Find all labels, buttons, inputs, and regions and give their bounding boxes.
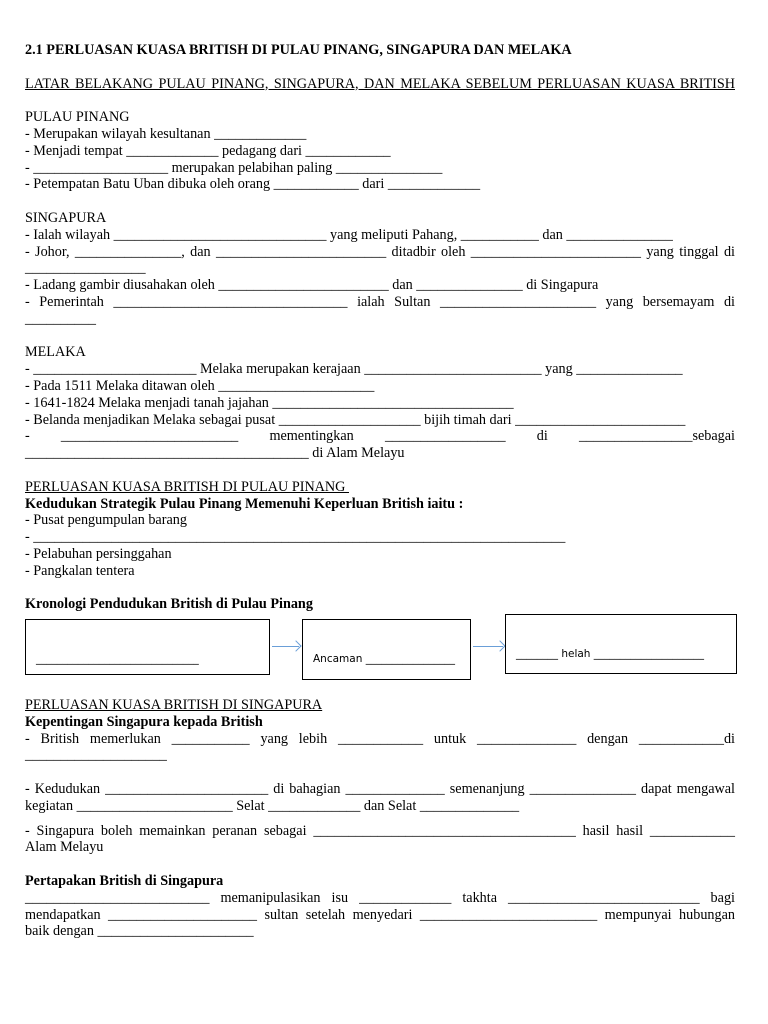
pulau-pinang-line: - Petempatan Batu Uban dibuka oleh orang ____________ dari _____________: [25, 176, 481, 193]
pinang-expansion-line: - Pangkalan tentera: [25, 562, 135, 579]
arrow-icon: [272, 646, 299, 647]
pertapakan-text: __________________________ memanipulasikan isu _____________ takhta ___________________________ bagi mendapatkan _____________________ sultan setelah menyedari _________________________ mempunyai hubungan baik dengan ______________________: [25, 889, 735, 940]
melaka-line: - Pada 1511 Melaka ditawan oleh ______________________: [25, 377, 375, 394]
singapura-line: - Pemerintah _________________________________ ialah Sultan ______________________ yang bersemayam di __________: [25, 293, 735, 327]
arrow-icon: [473, 646, 503, 647]
chronology-flow: [25, 617, 735, 685]
singapura-expansion-line: - Singapura boleh memainkan peranan sebagai _____________________________________ hasil hasil ____________ Alam Melayu: [25, 822, 735, 856]
pinang-expansion-subheading: Kedudukan Strategik Pulau Pinang Memenuhi Keperluan British iaitu :: [25, 495, 464, 512]
singapura-expansion-subheading: Kepentingan Singapura kepada British: [25, 713, 263, 730]
chronology-box-1-line-1: _______________________________: [36, 653, 199, 666]
melaka-line: - Belanda menjadikan Melaka sebagai pusat ____________________ bijih timah dari ________________________: [25, 411, 686, 428]
chronology-box-2-line-1: Ancaman _________________: [313, 653, 455, 666]
pinang-expansion-line: - ___________________________________________________________________________: [25, 529, 566, 546]
pinang-expansion-line: - Pelabuhan persinggahan: [25, 545, 172, 562]
singapura-line: - Johor, _______________, dan ________________________ ditadbir oleh ________________________ yang tinggal di _________________: [25, 243, 735, 277]
page-title: 2.1 PERLUASAN KUASA BRITISH DI PULAU PINANG, SINGAPURA DAN MELAKA: [25, 42, 572, 58]
melaka-line: - _______________________ Melaka merupakan kerajaan _________________________ yang _______________: [25, 361, 683, 378]
chronology-box-2: [302, 619, 471, 680]
melaka-heading: MELAKA: [25, 344, 86, 361]
background-heading: LATAR BELAKANG PULAU PINANG, SINGAPURA, DAN MELAKA SEBELUM PERLUASAN KUASA BRITISH: [25, 75, 735, 92]
pinang-expansion-line: - Pusat pengumpulan barang: [25, 512, 187, 529]
singapura-expansion-heading: PERLUASAN KUASA BRITISH DI SINGAPURA: [25, 697, 323, 714]
chronology-heading: Kronologi Pendudukan British di Pulau Pinang: [25, 596, 313, 613]
melaka-line: - _________________________ mementingkan _________________ di ________________sebagai ________________________________________ di Alam Melayu: [25, 428, 735, 462]
singapura-line: - Ialah wilayah ______________________________ yang meliputi Pahang, ___________ dan _______________: [25, 226, 673, 243]
singapura-line: - Ladang gambir diusahakan oleh ________________________ dan _______________ di Singapura: [25, 277, 599, 294]
melaka-line: - 1641-1824 Melaka menjadi tanah jajahan __________________________________: [25, 394, 514, 411]
singapura-expansion-line: - British memerlukan ___________ yang lebih ____________ untuk ______________ dengan ____________di ____________________: [25, 730, 735, 764]
chronology-box-3: [505, 614, 737, 674]
pinang-expansion-heading: PERLUASAN KUASA BRITISH DI PULAU PINANG: [25, 478, 349, 495]
pulau-pinang-line: - Merupakan wilayah kesultanan _____________: [25, 125, 307, 142]
singapura-expansion-line: - Kedudukan _______________________ di bahagian ______________ semenanjung _______________ dapat mengawal kegiatan ______________________ Selat _____________ dan Selat ______________: [25, 781, 735, 814]
pulau-pinang-line: - Menjadi tempat _____________ pedagang dari ____________: [25, 142, 391, 159]
pulau-pinang-line: - ___________________ merupakan pelabihan paling _______________: [25, 159, 443, 176]
pulau-pinang-heading: PULAU PINANG: [25, 109, 130, 126]
chronology-box-1: [25, 619, 270, 675]
pertapakan-heading: Pertapakan British di Singapura: [25, 873, 224, 890]
singapura-heading: SINGAPURA: [25, 209, 107, 226]
worksheet-document: [25, 42, 735, 940]
chronology-box-3-line-1: ________ helah _____________________: [516, 648, 705, 661]
